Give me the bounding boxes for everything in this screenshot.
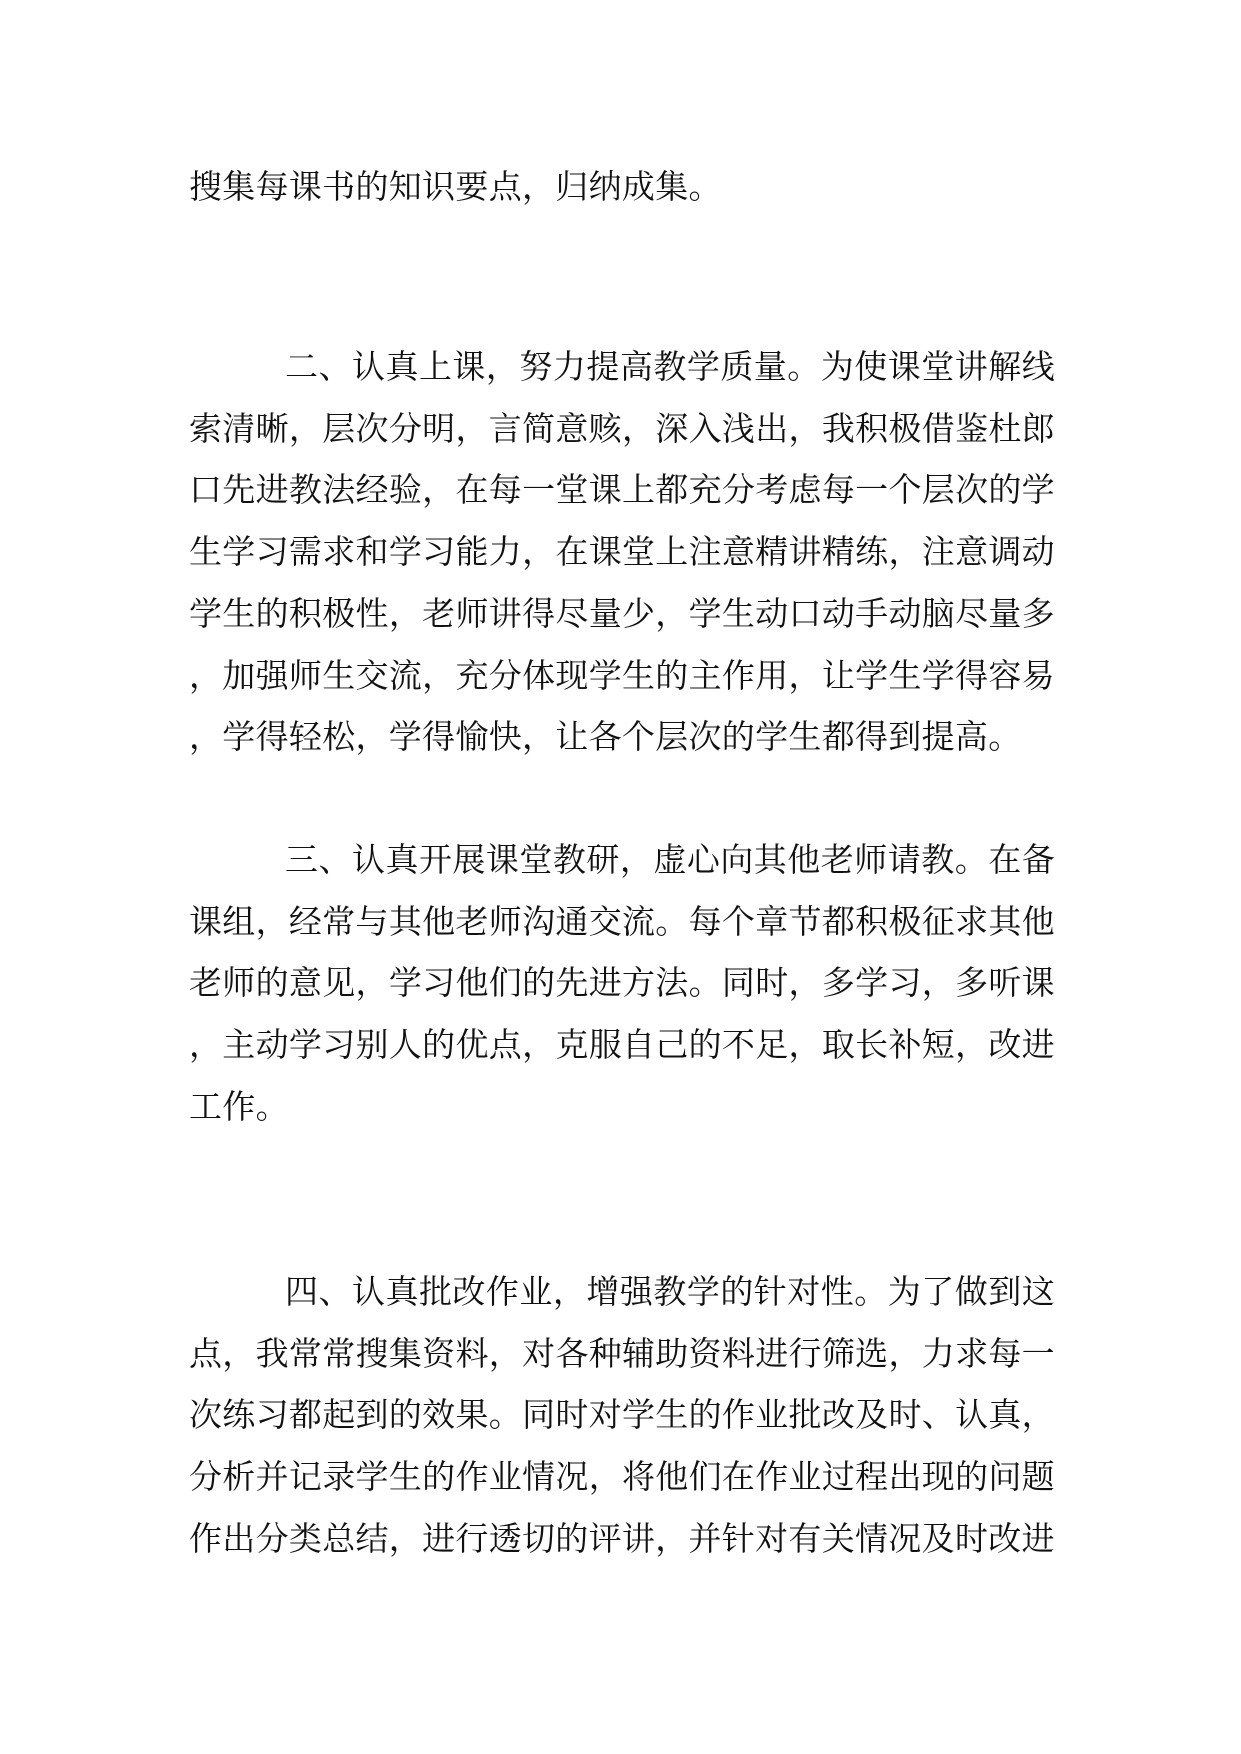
paragraph-section-3: 三、认真开展课堂教研，虚心向其他老师请教。在备课组，经常与其他老师沟通交流。每个章节都积极征求其他老师的意见，学习他们的先进方法。同时，多学习，多听课，主动学习别人的优点，克服自己的不足，取长补短，改进工作。 [189, 840, 1055, 1126]
paragraph-section-4: 四、认真批改作业，增强教学的针对性。为了做到这点，我常常搜集资料，对各种辅助资料进行筛选，力求每一次练习都起到的效果。同时对学生的作业批改及时、认真，分析并记录学生的作业情况，将他们在作业过程出现的问题作出分类总结，进行透切的评讲，并针对有关情况及时改进 [189, 1272, 1055, 1558]
paragraph-continuation: 搜集每课书的知识要点，归纳成集。 [189, 167, 722, 206]
paragraph-section-2: 二、认真上课，努力提高教学质量。为使课堂讲解线索清晰，层次分明，言简意赅，深入浅出，我积极借鉴杜郎口先进教法经验，在每一堂课上都充分考虑每一个层次的学生学习需求和学习能力，在课堂上注意精讲精练，注意调动学生的积极性，老师讲得尽量少，学生动口动手动脑尽量多，加强师生交流，充分体现学生的主作用，让学生学得容易，学得轻松，学得愉快，让各个层次的学生都得到提高。 [189, 347, 1055, 757]
